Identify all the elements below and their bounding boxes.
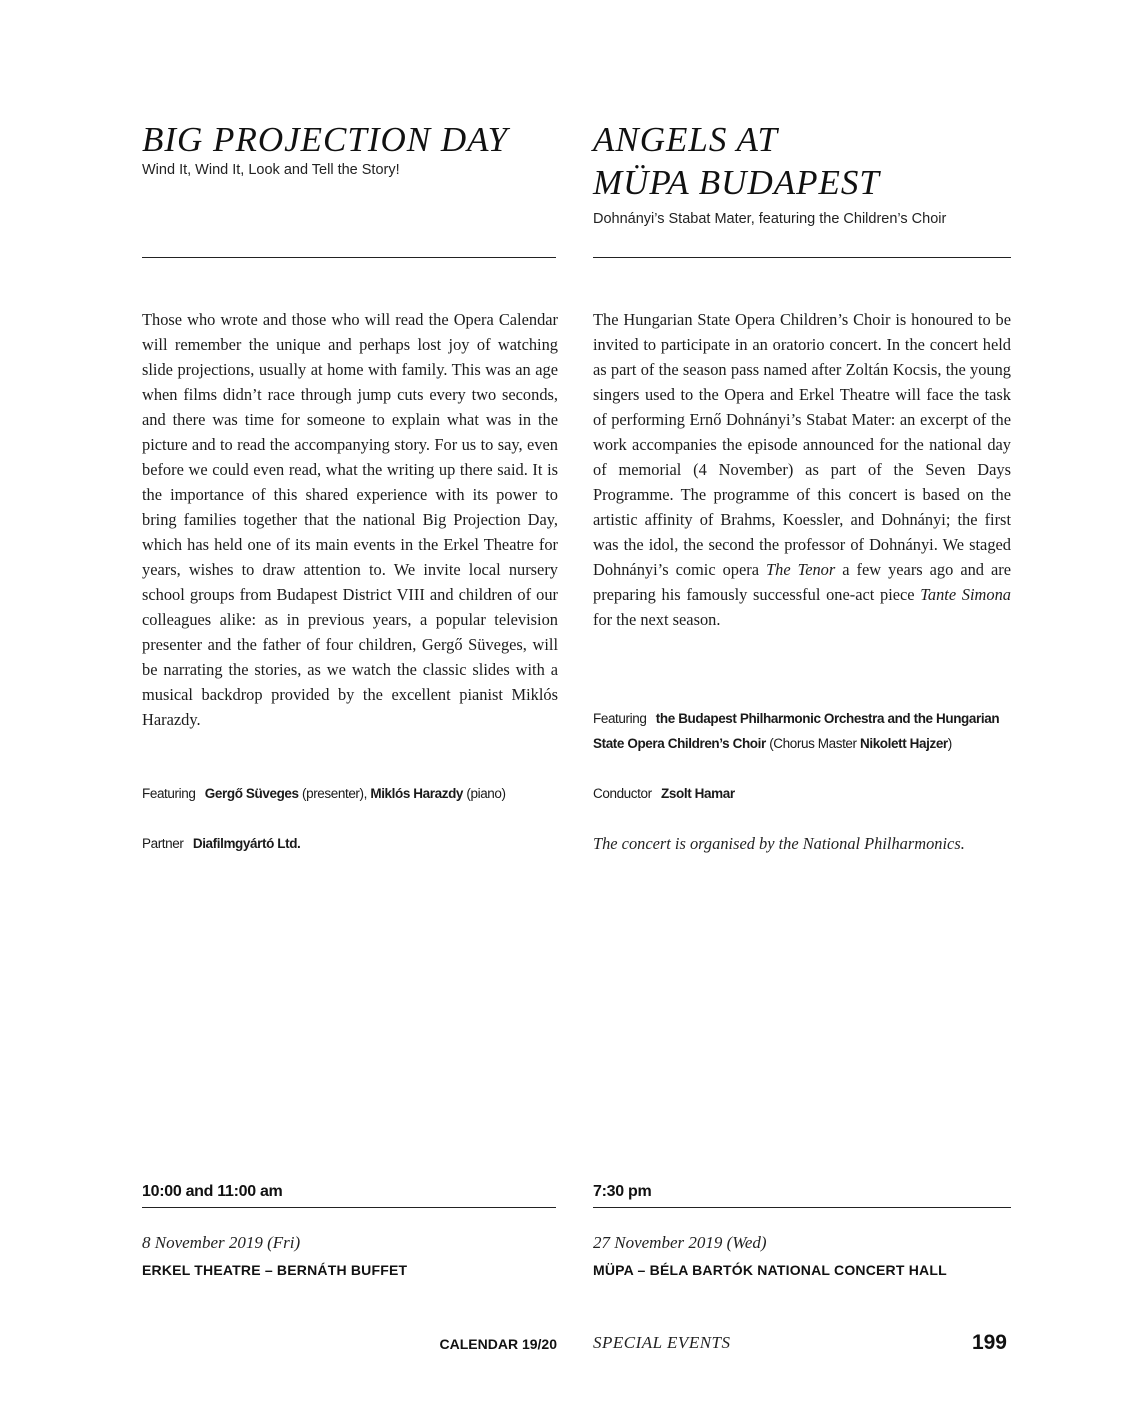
- chorus-suffix: ): [947, 736, 952, 751]
- partner-credit: [142, 831, 562, 856]
- featuring-label: Featuring: [593, 711, 647, 726]
- event-time: 10:00 and 11:00 am: [142, 1183, 283, 1200]
- conductor-name: Zsolt Hamar: [661, 786, 735, 801]
- event-date: 27 November 2019 (Wed): [593, 1233, 767, 1252]
- performer-role: (presenter),: [302, 786, 367, 801]
- conductor-label: Conductor: [593, 786, 652, 801]
- header-divider-left: [142, 257, 556, 258]
- event-title-line: MÜPA BUDAPEST: [593, 163, 880, 202]
- event-venue: MÜPA – BÉLA BARTÓK NATIONAL CONCERT HALL: [593, 1262, 947, 1278]
- performer-name: Miklós Harazdy: [370, 786, 464, 801]
- performer-name: Gergő Süveges: [204, 786, 299, 801]
- header-divider-right: [593, 257, 1011, 258]
- partner-label: Partner: [142, 836, 184, 851]
- description-text: The Hungarian State Opera Children’s Choir is honoured to be invited to participate in an oratorio concert. In the concert held as part of the season pass named after Zoltán Kocsis, the young singers used to the Opera and Erkel Theatre will face the task of performing Ernő Dohnányi’s Stabat Mater: an excerpt of the work accompanies the episode announced for the national day of memorial (4 November) as part of the Seven Days Programme. The programme of this concert is based on the artistic affinity of Brahms, Koessler, and Dohnányi; the first was the idol, the second the professor of Dohnányi. We staged Dohnányi’s comic opera: [593, 310, 1011, 579]
- event-description: Those who wrote and those who will read the Opera Calendar will remember the unique and perhaps lost joy of watching slide projections, usually at home with family. This was an age when films didn’t race through jump cuts every two seconds, and there was time for someone to explain what was in the picture and to read the accompanying story. For us to say, even before we could even read, what the writing up there said. It is the importance of this shared experience with its power to bring families together that the national Big Projection Day, which has held one of its main events in the Erkel Theatre for years, wishes to draw attention to. We invite local nursery school groups from Budapest District VIII and children of our colleagues alike: as in previous years, a popular television presenter and the father of four children, Gergő Süveges, will be narrating the stories, as we watch the classic slides with a musical backdrop provided by the excellent pianist Miklós Harazdy.: [142, 310, 558, 729]
- time-divider-left: [142, 1207, 556, 1208]
- organiser-note: The concert is organised by the National Philharmonics.: [593, 834, 965, 853]
- event-description: [593, 307, 1011, 632]
- event-title: BIG PROJECTION DAY: [142, 120, 509, 159]
- event-title-line: ANGELS AT: [593, 120, 779, 159]
- event-time: 7:30 pm: [593, 1183, 652, 1200]
- performer-name: the Budapest Philharmonic Orchestra and the Hungarian State Opera Children’s Choir: [593, 711, 1000, 751]
- event-subtitle: Dohnányi’s Stabat Mater, featuring the Children’s Choir: [593, 211, 947, 227]
- chorus-prefix: (Chorus Master: [769, 736, 857, 751]
- section-name: SPECIAL EVENTS: [593, 1333, 731, 1352]
- featuring-label: Featuring: [142, 786, 196, 801]
- performer-role: (piano): [466, 786, 506, 801]
- event-subtitle: Wind It, Wind It, Look and Tell the Story!: [142, 162, 400, 178]
- event-date: 8 November 2019 (Fri): [142, 1233, 301, 1252]
- publication-name: CALENDAR 19/20: [439, 1336, 557, 1352]
- description-text: a few years ago and are preparing his famously successful one-act piece: [593, 560, 1011, 604]
- conductor-credit: [593, 781, 1013, 806]
- work-title: Tante Simona: [920, 585, 1011, 604]
- chorus-master-name: Nikolett Hajzer: [860, 736, 948, 751]
- partner-name: Diafilmgyártó Ltd.: [192, 836, 301, 851]
- event-title: [593, 118, 880, 204]
- work-title: The Tenor: [766, 560, 836, 579]
- description-text: for the next season.: [593, 610, 721, 629]
- time-divider-right: [593, 1207, 1011, 1208]
- event-venue: ERKEL THEATRE – BERNÁTH BUFFET: [142, 1262, 408, 1278]
- featuring-credit: [593, 706, 1013, 756]
- page-number: 199: [971, 1331, 1007, 1354]
- featuring-credit: [142, 781, 562, 806]
